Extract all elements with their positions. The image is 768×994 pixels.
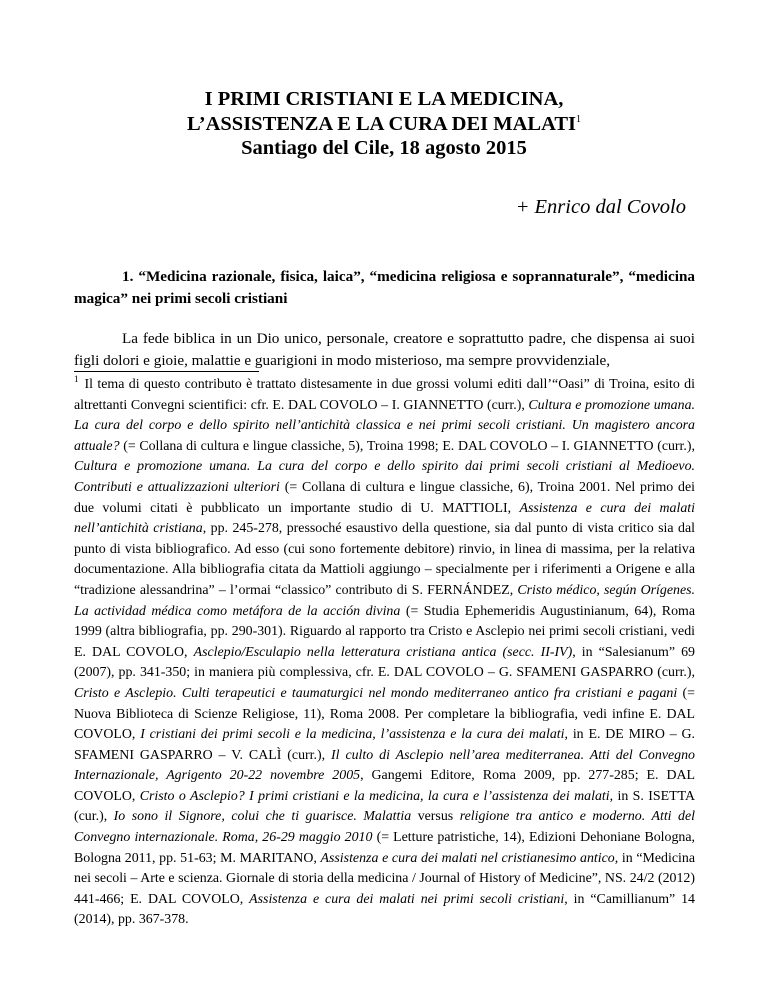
footnote-text-run: , Gangemi Editore, Roma 2009, pp. 277-285; E. DAL COVOLO, [74, 768, 695, 804]
footnote-text-run: , in “Medicina nei secoli – Arte e scienza. Giornale di storia della medicina / Journal of History of Medicine”, NS. 24/2 (2012) 441-466; E. DAL COVOLO, [74, 850, 695, 907]
footnote-citation-title: Cultura e promozione umana. La cura del corpo e dello spirito nell’antichità classica e nei primi secoli cristiani. Un magistero ancora attuale? [74, 397, 695, 454]
footnote-text-run: (= Nuova Biblioteca di Scienze Religiose, 11), Roma 2008. Per completare la bibliografia, vedi infine E. DAL COVOLO, [74, 685, 695, 743]
footnote-citation-title: Cultura e promozione umana. La cura del corpo e dello spirito dai primi secoli cristiani al Medioevo. Contributi e attualizzazioni ulteriori [74, 459, 695, 495]
footnote-citation-title: Assistenza e cura dei malati nel cristianesimo antico [320, 850, 615, 866]
footnote-citation-title: Asclepio/Esculapio nella letteratura cristiana antica (secc. II-IV) [193, 644, 573, 660]
title-line-2 [0, 112, 768, 137]
footnote-text-run: (= Letture patristiche, 14), Edizioni Dehoniane Bologna, Bologna 2011, pp. 51-63; M. MARITANO, [74, 830, 695, 866]
title-line-2-text: L’ASSISTENZA E LA CURA DEI MALATI [186, 112, 577, 135]
document-title [0, 87, 768, 161]
footnote-text-run: (= Collana di cultura e lingue classiche, 6), Troina 2001. Nel primo dei due volumi citati è pubblicato un importante studio di U. MATTIOLI, [74, 479, 695, 516]
section-heading: 1. “Medicina razionale, fisica, laica”, “medicina religiosa e soprannaturale”, “medicina magica” nei primi secoli cristiani [74, 268, 695, 307]
footnote-separator [74, 371, 259, 372]
footnote-mark: 1 [74, 374, 79, 385]
footnote-text-run: , pp. 245-278, pressoché esaustivo della questione, sia dal punto di vista critico sia dal punto di vista bibliografico. Ad esso (cui sono fortemente debitore) rinvio, in linea di massima, per la relativa documentazione. Alla bibliografia citata da Mattioli aggiungo – specialmente per i riferimenti a Origene e alla “tradizione alessandrina” – l’ormai “classico” contributo di S. FERNÁNDEZ, [74, 521, 695, 598]
footnote [74, 375, 695, 931]
footnote-text-run: , in “Salesianum” 69 (2007), pp. 341-350; in maniera più complessiva, cfr. E. DAL COVOLO – G. SFAMENI GASPARRO (curr.), [74, 644, 695, 681]
footnote-citation-title: Assistenza e cura dei malati nei primi secoli cristiani [249, 891, 565, 907]
title-footnote-mark[interactable]: 1 [576, 113, 582, 125]
author-name: + Enrico dal Covolo [515, 196, 686, 218]
footnote-citation-title: Il culto di Asclepio nell’area mediterranea. Atti del Convegno Internazionale, Agrigento 20-22 novembre 2005 [74, 747, 695, 784]
footnote-text-run: (= Studia Ephemeridis Augustinianum, 64), Roma 1999 (altra bibliografia, pp. 290-301). Riguardo al rapporto tra Cristo e Asclepio nei primi secoli cristiani, vedi E. DAL COVOLO, [74, 603, 695, 660]
footnote-text-run: , in E. DE MIRO – G. SFAMENI GASPARRO – V. CALÌ (curr.), [74, 727, 695, 763]
footnote-citation-title: Cristo e Asclepio. Culti terapeutici e taumaturgici nel mondo mediterraneo antico fra cristiani e pagani [74, 685, 678, 701]
footnote-text-run: , in S. ISETTA (cur.), [74, 788, 695, 825]
footnote-citation-title: I cristiani dei primi secoli e la medicina, l’assistenza e la cura dei malati [140, 727, 565, 743]
footnote-text [74, 377, 695, 927]
body-paragraph: La fede biblica in un Dio unico, personale, creatore e soprattutto padre, che dispensa ai suoi figli dolori e gioie, malattie e guarigioni in modo misterioso, ma sempre provvidenziale, [74, 330, 695, 369]
footnote-citation-title: Io sono il Signore, colui che ti guarisce. Malattia [113, 809, 412, 825]
footnote-text-run: (= Collana di cultura e lingue classiche, 5), Troina 1998; E. DAL COVOLO – I. GIANNETTO (curr.), [119, 438, 695, 454]
footnote-citation-title: Cristo o Asclepio? I primi cristiani e la medicina, la cura e l’assistenza dei malati [139, 788, 610, 804]
title-line-3: Santiago del Cile, 18 agosto 2015 [241, 137, 527, 159]
title-line-1: I PRIMI CRISTIANI E LA MEDICINA, [204, 88, 564, 110]
footnote-text-run: Il tema di questo contributo è trattato distesamente in due grossi volumi editi dall’“Oasi” di Troina, esito di altrettanti Convegni scientifici: cfr. E. DAL COVOLO – I. GIANNETTO (curr.), [74, 377, 695, 413]
footnote-text-run: versus [411, 809, 460, 825]
footnote-text-run: , in “Camillianum” 14 (2014), pp. 367-378. [74, 891, 695, 928]
footnote-citation-title: Assistenza e cura dei malati nell’antichità cristiana [74, 500, 695, 537]
footnote-citation-title: religione tra antico e moderno. Atti del Convegno internazionale. Roma, 26-29 maggio 2010 [74, 809, 695, 846]
footnote-citation-title: Cristo médico, según Orígenes. La actividad médica como metáfora de la acción divina [74, 582, 696, 619]
